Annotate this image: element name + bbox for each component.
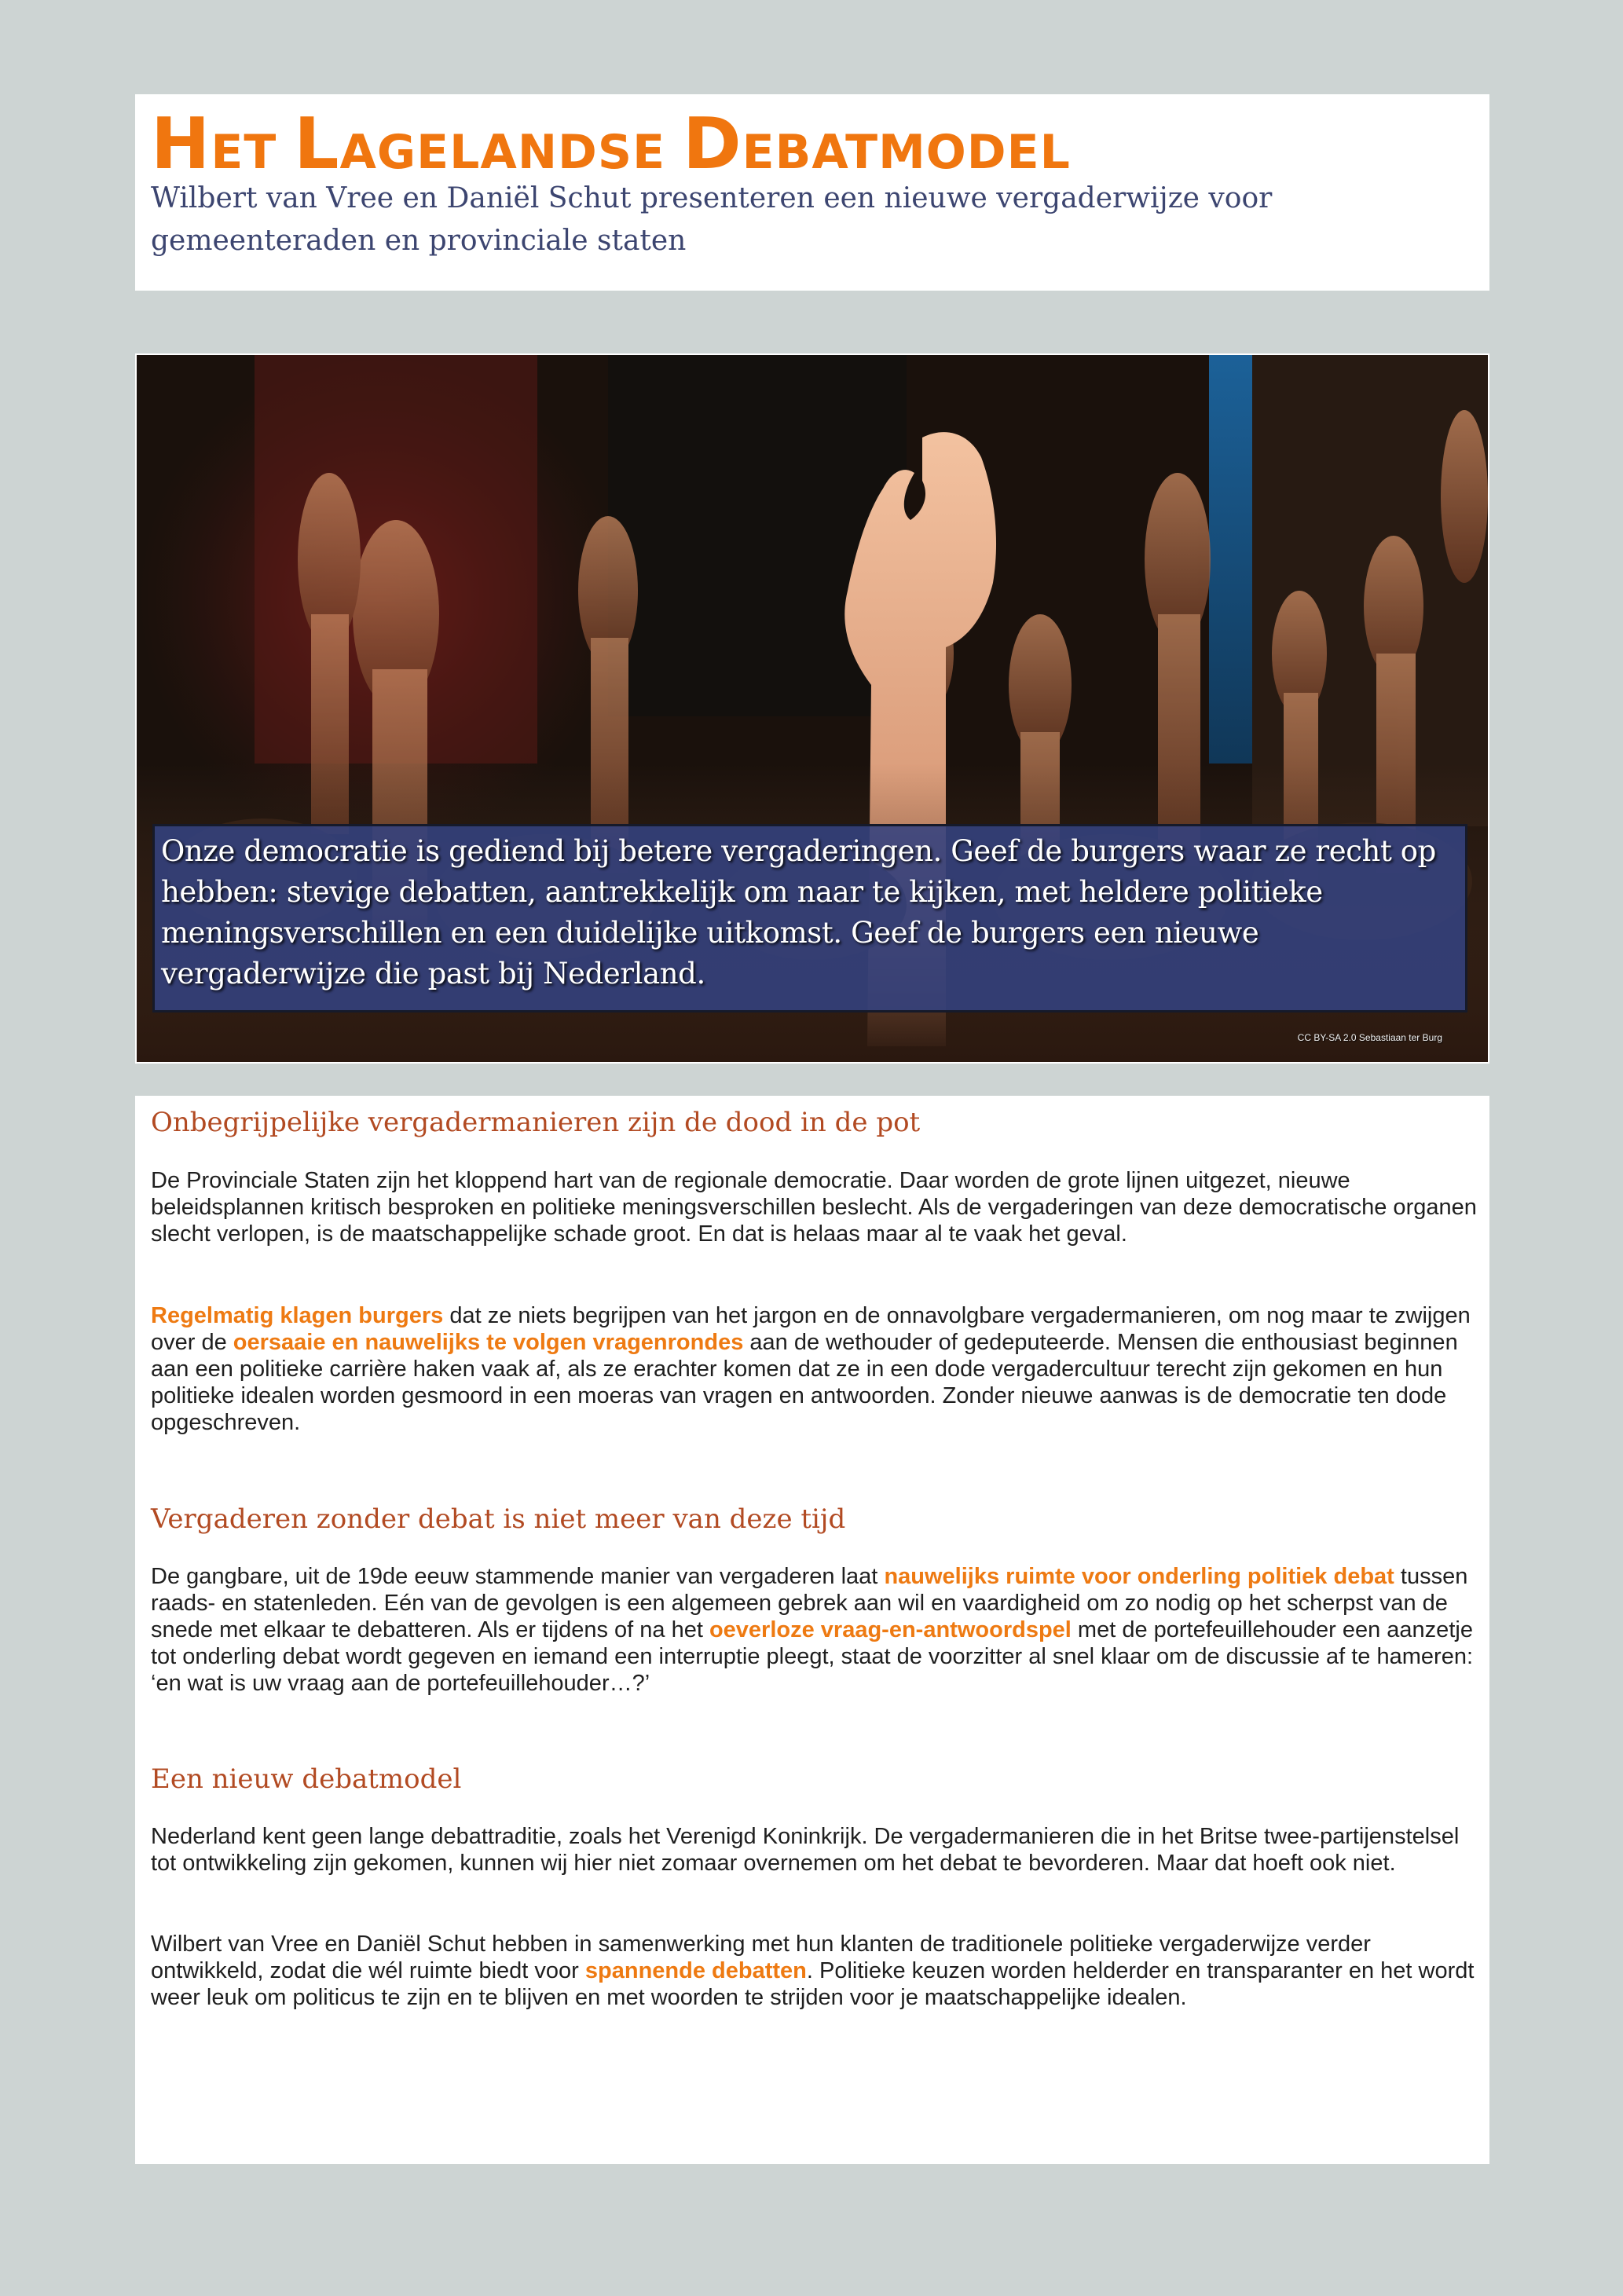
title-initial: L (294, 103, 340, 185)
body-text: De Provinciale Staten zijn het kloppend hart van de regionale democratie. Daar worden de grote lijnen uitgezet, nieuwe beleidsplannen kritisch besproken en politieke meningsverschillen beslecht. Als de vergaderingen van deze democratische organen slecht verlopen, is de maatschappelijke schade groot. En dat is helaas maar al te vaak het geval. (151, 1168, 1477, 1247)
highlight-text: spannende debatten (584, 1958, 807, 1983)
paragraph (151, 1931, 1478, 2011)
title-word-rest: EBATMODEL (742, 125, 1071, 180)
quote-box (152, 824, 1467, 1013)
hero-image (135, 353, 1489, 1064)
article-card (135, 1096, 1489, 2164)
title-initial: H (151, 103, 211, 185)
title-word-rest: ET (211, 125, 295, 180)
paragraph (151, 1823, 1478, 1877)
section-heading: Onbegrijpelijke vergadermanieren zijn de dood in de pot (151, 1107, 921, 1138)
body-text: Nederland kent geen lange debattraditie, zoals het Verenigd Koninkrijk. De vergadermanieren die in het Britse twee-partijenstelsel tot ontwikkeling zijn gekomen, kunnen wij hier niet zomaar overnemen om het debat te bevorderen. Maar dat hoeft ook niet. (151, 1824, 1460, 1876)
highlight-text: Regelmatig klagen burgers (151, 1303, 444, 1328)
highlight-text: oeverloze vraag-en-antwoordspel (709, 1617, 1072, 1642)
body-text: aan de wethouder of gedeputeerde. Mensen die enthousiast beginnen aan een politieke carrière haken vaak af, als ze erachter komen dat ze in een dode vergadercultuur terecht zijn gekomen en hun politieke idealen worden gesmoord in een moeras van vragen en antwoorden. Zonder nieuwe aanwas is de democratie ten dode opgeschreven. (151, 1330, 1458, 1435)
title-word-rest: AGELANDSE (339, 125, 683, 180)
body-text: De gangbare, uit de 19de eeuw stammende manier van vergaderen laat (151, 1564, 885, 1589)
hero-quote: Onze democratie is gediend bij betere vergaderingen. Geef de burgers waar ze recht op hebben: stevige debatten, aantrekkelijk om naar te kijken, met heldere politieke meningsverschillen en een duidelijke uitkomst. Geef de burgers een nieuwe vergaderwijze die past bij Nederland. (161, 834, 1436, 991)
body-text: met de portefeuillehouder een aanzetje tot onderling debat wordt gegeven en iemand een interruptie pleegt, staat de voorzitter al snel klaar om de discussie af te hameren: ‘en wat is uw vraag aan de portefeuillehouder…?’ (151, 1617, 1474, 1696)
paragraph (151, 1167, 1478, 1247)
body-text: tussen raads- en statenleden. Eén van de gevolgen is een algemeen gebrek aan wil en vaardigheid om zo nodig op het scherpst van de snede met elkaar te debatteren. Als er tijdens of na het (151, 1564, 1468, 1642)
highlight-text: oersaaie en nauwelijks te volgen vragenrondes (233, 1330, 744, 1355)
header-card (135, 94, 1489, 291)
photo-credit: CC BY-SA 2.0 Sebastiaan ter Burg (1297, 1032, 1442, 1043)
page-subtitle: Wilbert van Vree en Daniël Schut presenteren een nieuwe vergaderwijze voor gemeenteraden en provinciale staten (151, 182, 1273, 257)
highlight-text: nauwelijks ruimte voor onderling politiek debat (884, 1564, 1394, 1589)
title-initial: D (682, 103, 742, 185)
body-text: Wilbert van Vree en Daniël Schut hebben in samenwerking met hun klanten de traditionele politieke vergaderwijze verder ontwikkeld, zodat die wél ruimte biedt voor (151, 1932, 1371, 1983)
section-heading: Vergaderen zonder debat is niet meer van deze tijd (151, 1503, 846, 1535)
body-text: dat ze niets begrijpen van het jargon en de onnavolgbare vergadermanieren, om nog maar te zwijgen over de (151, 1303, 1471, 1355)
body-text: . Politieke keuzen worden helderder en transparanter en het wordt weer leuk om politicus te zijn en te blijven en met woorden te strijden voor je maatschappelijke idealen. (151, 1958, 1475, 2010)
paragraph (151, 1563, 1478, 1697)
section-heading: Een nieuw debatmodel (151, 1763, 462, 1795)
paragraph (151, 1302, 1478, 1436)
